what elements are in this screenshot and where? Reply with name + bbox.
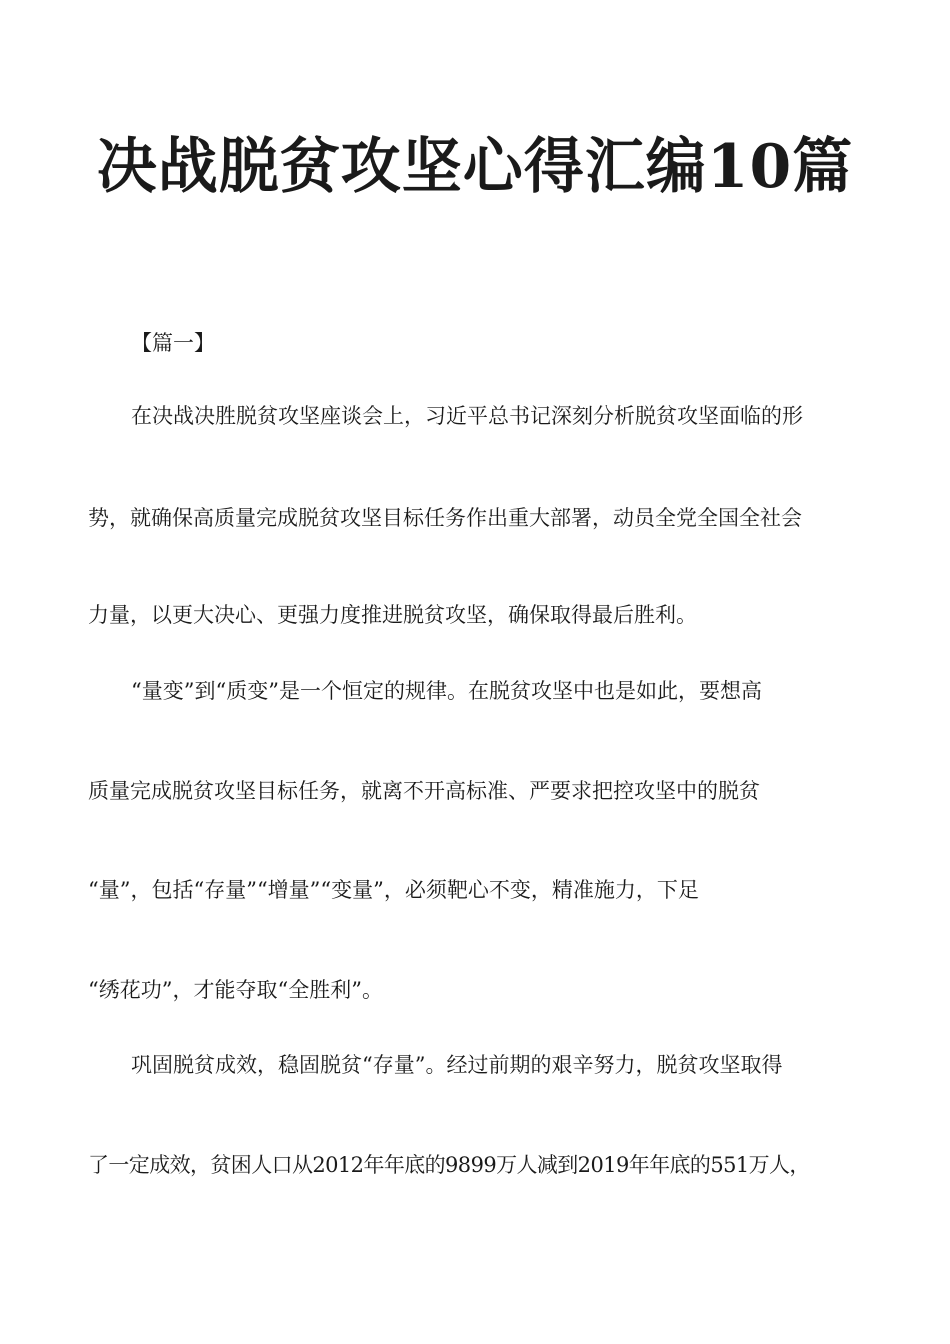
document-title: 决战脱贫攻坚心得汇编10篇 [96,132,854,202]
paragraph-line: “绣花功”，才能夺取“全胜利”。 [88,978,383,1002]
paragraph-line: 质量完成脱贫攻坚目标任务，就离不开高标准、严要求把控攻坚中的脱贫 [88,779,760,803]
paragraph-line: 巩固脱贫成效，稳固脱贫“存量”。经过前期的艰辛努力，脱贫攻坚取得 [131,1053,783,1077]
paragraph-line: 了一定成效，贫困人口从2012年年底的9899万人减到2019年年底的551万人， [88,1153,810,1177]
paragraph-line: “量”，包括“存量”“增量”“变量”，必须靶心不变，精准施力，下足 [88,878,699,902]
section-label: 【篇一】 [131,331,215,355]
paragraph-line: 势，就确保高质量完成脱贫攻坚目标任务作出重大部署，动员全党全国全社会 [88,506,802,530]
paragraph-line: “量变”到“质变”是一个恒定的规律。在脱贫攻坚中也是如此，要想高 [131,679,762,703]
paragraph-line: 在决战决胜脱贫攻坚座谈会上，习近平总书记深刻分析脱贫攻坚面临的形 [131,404,803,428]
paragraph-line: 力量，以更大决心、更强力度推进脱贫攻坚，确保取得最后胜利。 [88,603,697,627]
